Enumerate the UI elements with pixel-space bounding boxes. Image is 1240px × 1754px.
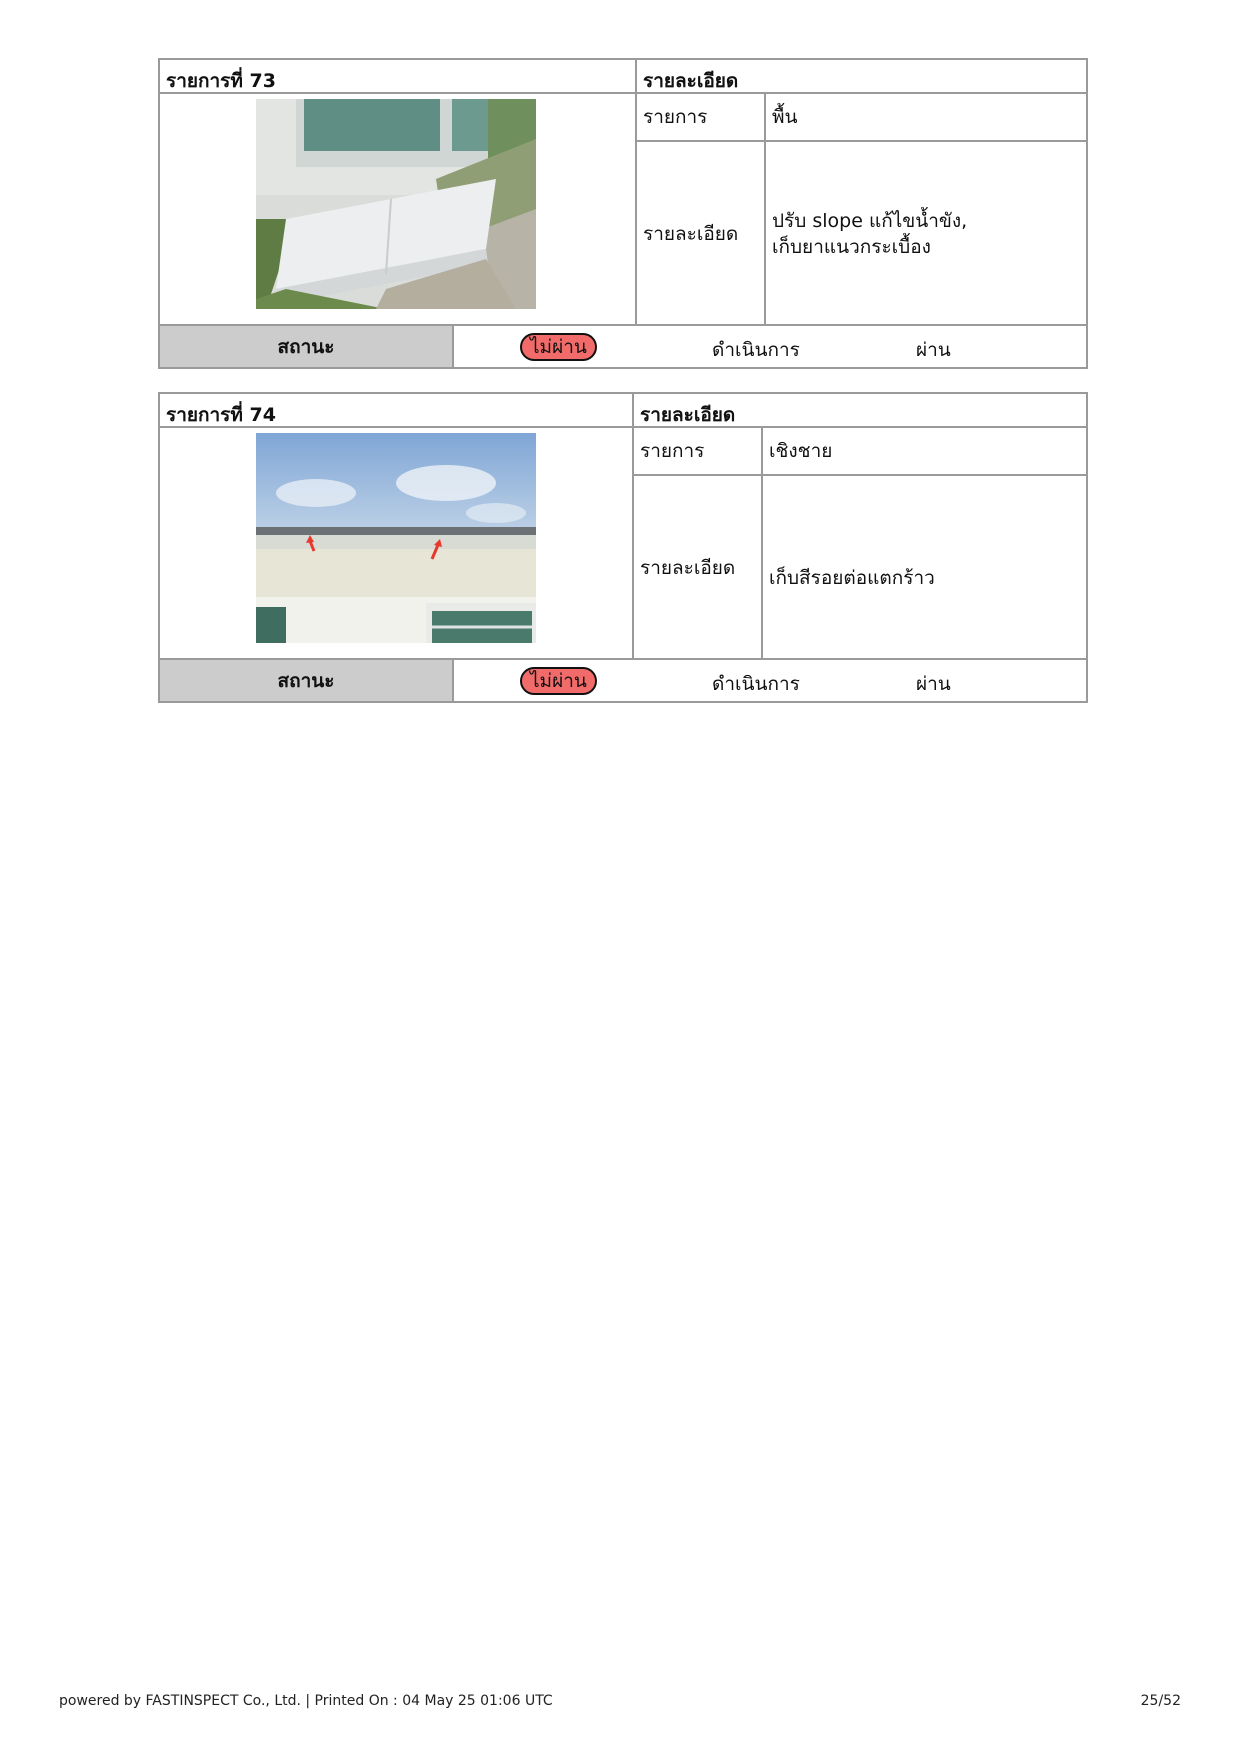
- row-label-detail: รายละเอียด: [637, 142, 766, 326]
- row-label-item: รายการ: [634, 428, 763, 476]
- item-title: รายการที่ 74: [160, 394, 634, 428]
- footer-credit: powered by FASTINSPECT Co., Ltd. | Printed On : 04 May 25 01:06 UTC: [59, 1693, 553, 1709]
- inspection-photo-eave[interactable]: [256, 433, 536, 643]
- status-option-fail-selected[interactable]: ไม่ผ่าน: [520, 667, 597, 695]
- row-value-item: เชิงชาย: [763, 428, 1086, 476]
- row-label-item: รายการ: [637, 94, 766, 142]
- status-bar: [160, 658, 1086, 701]
- status-option-fail-selected[interactable]: ไม่ผ่าน: [520, 333, 597, 361]
- status-option-in-progress[interactable]: ดำเนินการ: [712, 339, 800, 361]
- row-value-detail: เก็บสีรอยต่อแตกร้าว: [769, 567, 935, 589]
- status-option-in-progress[interactable]: ดำเนินการ: [712, 673, 800, 695]
- page-number: 25/52: [1140, 1693, 1181, 1709]
- row-label-detail: รายละเอียด: [634, 476, 763, 660]
- status-label: สถานะ: [160, 660, 454, 701]
- row-value-detail: ปรับ slope แก้ไขน้ำขัง, เก็บยาแนวกระเบื้อง: [772, 210, 968, 258]
- inspection-photo-floor-step[interactable]: [256, 99, 536, 309]
- inspection-item-73: [158, 58, 1088, 369]
- status-bar: [160, 324, 1086, 367]
- inspection-item-74: [158, 392, 1088, 703]
- photo-cell: [160, 428, 634, 660]
- item-title: รายการที่ 73: [160, 60, 637, 94]
- photo-cell: [160, 94, 637, 326]
- status-option-pass[interactable]: ผ่าน: [916, 673, 951, 695]
- row-value-item: พื้น: [766, 94, 1086, 142]
- detail-header: รายละเอียด: [634, 394, 1086, 428]
- status-option-pass[interactable]: ผ่าน: [916, 339, 951, 361]
- detail-header: รายละเอียด: [637, 60, 1086, 94]
- status-label: สถานะ: [160, 326, 454, 367]
